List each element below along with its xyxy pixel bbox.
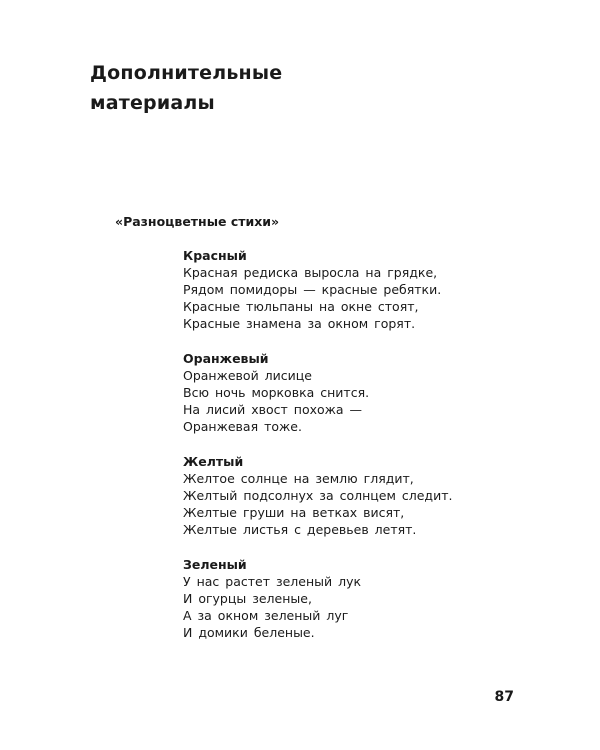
poem-line: Желтые груши на ветках висят, xyxy=(183,505,405,520)
poem-line: Оранжевая тоже. xyxy=(183,419,302,434)
poems-block xyxy=(183,247,563,659)
poem-line: Красные тюльпаны на окне стоят, xyxy=(183,299,419,314)
poem-green xyxy=(183,556,563,641)
poem-line: Желтое солнце на землю глядит, xyxy=(183,471,414,486)
poem-title: Зеленый xyxy=(183,557,247,572)
poem-orange xyxy=(183,350,563,435)
poem-yellow xyxy=(183,453,563,538)
page-title-line-2: материалы xyxy=(90,92,215,114)
page-title xyxy=(90,58,390,118)
poem-line: И огурцы зеленые, xyxy=(183,591,312,606)
poem-line: Оранжевой лисице xyxy=(183,368,312,383)
poem-red xyxy=(183,247,563,332)
section-heading: «Разноцветные стихи» xyxy=(115,214,280,229)
poem-title: Красный xyxy=(183,248,247,263)
poem-line: А за окном зеленый луг xyxy=(183,608,349,623)
page-title-line-1: Дополнительные xyxy=(90,62,283,84)
poem-line: И домики беленые. xyxy=(183,625,315,640)
poem-line: Всю ночь морковка снится. xyxy=(183,385,370,400)
poem-line: Красная редиска выросла на грядке, xyxy=(183,265,438,280)
poem-line: У нас растет зеленый лук xyxy=(183,574,362,589)
poem-line: Желтые листья с деревьев летят. xyxy=(183,522,417,537)
poem-line: Желтый подсолнух за солнцем следит. xyxy=(183,488,453,503)
poem-line: На лисий хвост похожа — xyxy=(183,402,363,417)
poem-title: Оранжевый xyxy=(183,351,269,366)
poem-title: Желтый xyxy=(183,454,244,469)
poem-line: Рядом помидоры — красные ребятки. xyxy=(183,282,442,297)
page-number: 87 xyxy=(494,689,514,705)
poem-line: Красные знамена за окном горят. xyxy=(183,316,416,331)
